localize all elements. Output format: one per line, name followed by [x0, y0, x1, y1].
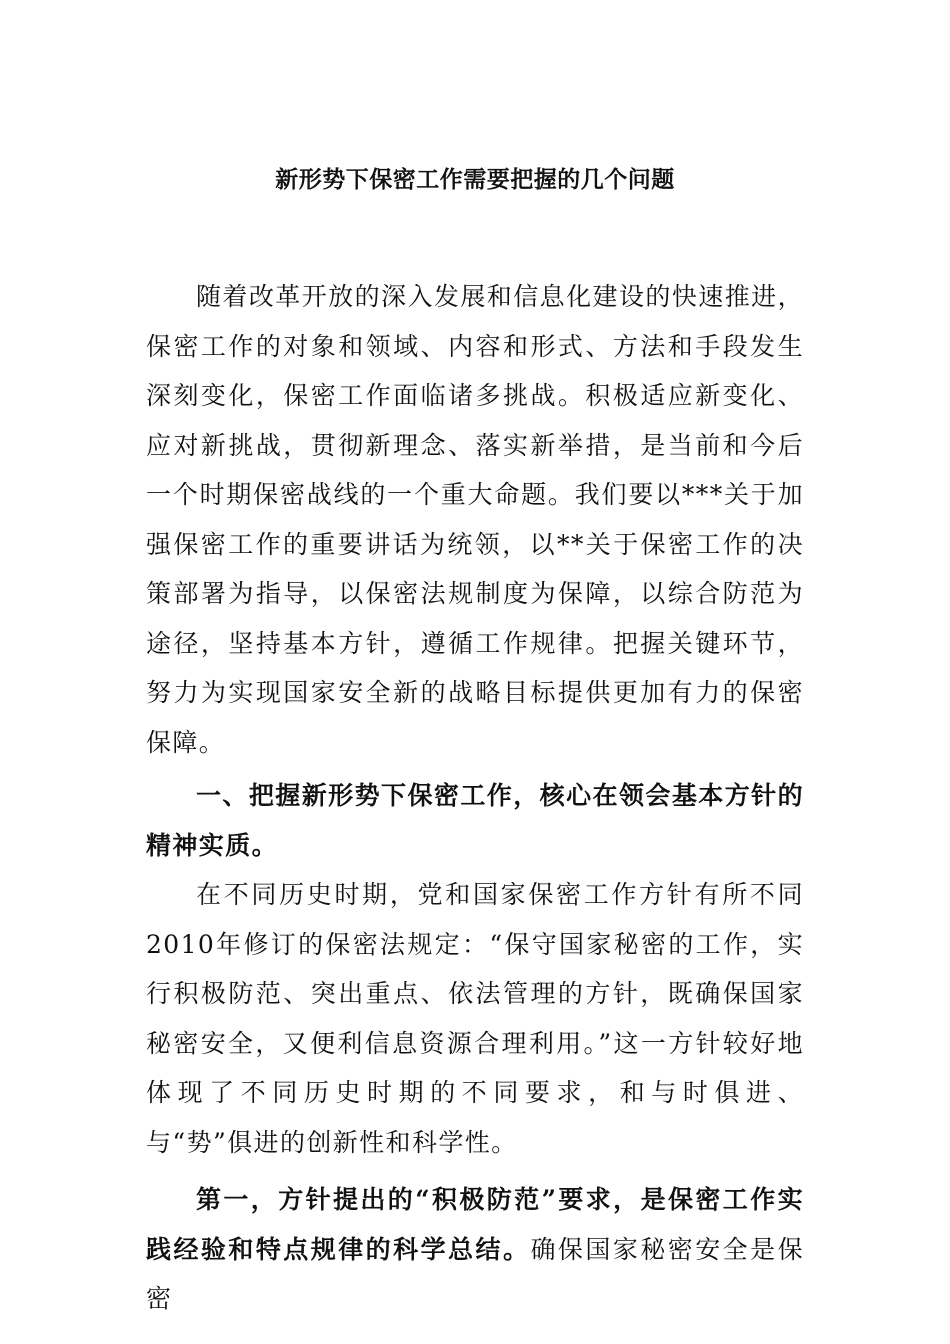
point-1-paragraph	[146, 1175, 804, 1324]
section-1-paragraph: 在不同历史时期，党和国家保密工作方针有所不同 2010年修订的保密法规定：“保守国家秘密的工作，实行积极防范、突出重点、依法管理的方针，既确保国家秘密安全，又便利信息资源合理利用。”这一方针较好地体现了不同历史时期的不同要求，和与时俱进、与“势”俱进的创新性和科学性。	[146, 880, 804, 1157]
document-body	[146, 272, 804, 1324]
intro-paragraph: 随着改革开放的深入发展和信息化建设的快速推进，保密工作的对象和领域、内容和形式、方法和手段发生深刻变化，保密工作面临诸多挑战。积极适应新变化、应对新挑战，贯彻新理念、落实新举措，是当前和今后一个时期保密战线的一个重大命题。我们要以***关于加强保密工作的重要讲话为统领，以**关于保密工作的决策部署为指导，以保密法规制度为保障，以综合防范为途径，坚持基本方针，遵循工作规律。把握关键环节，努力为实现国家安全新的战略目标提供更加有力的保密保障。	[146, 282, 804, 757]
point-1-lead: 第一，方针提出的“积极防范”要求，是保密工作实践经验和特点规律的科学总结。	[146, 1185, 804, 1264]
document-title: 新形势下保密工作需要把握的几个问题	[275, 166, 675, 193]
point-1-text: 确保国家秘密安全是保密	[146, 1234, 804, 1313]
section-heading-1: 一、把握新形势下保密工作，核心在领会基本方针的精神实质。	[146, 781, 804, 860]
